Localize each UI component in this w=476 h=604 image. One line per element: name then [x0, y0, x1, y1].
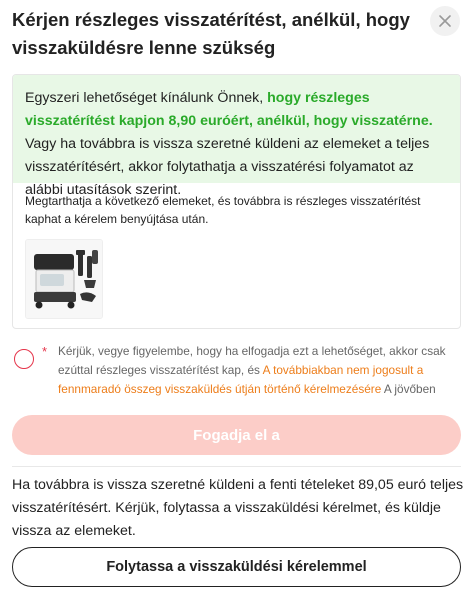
consent-notice [42, 342, 467, 399]
close-icon [438, 14, 452, 28]
offer-text-end: Vagy ha továbbra is vissza szeretné küldeni az elemeket a teljes visszatérítésért, akkor folytathatja a visszatérési folyamatot az alábbi utasítások szerint. [25, 136, 430, 198]
accept-button[interactable]: Fogadja el a [12, 415, 461, 455]
consent-text-part1: Kérjük, vegye figyelembe, hogy ha elfogadja ezt a lehetőséget, akkor csak ezúttal részleges visszatérítést kap, és [58, 344, 446, 377]
product-thumbnail [25, 239, 103, 319]
offer-message [13, 75, 460, 198]
continue-return-button[interactable]: Folytassa a visszaküldési kérelemmel [12, 547, 461, 587]
consent-text-part2: A jövőben [381, 382, 436, 396]
modal-title: Kérjen részleges visszatérítést, anélkül, hogy visszaküldésre lenne szükség [12, 9, 410, 58]
continue-return-text: Ha továbbra is vissza szeretné küldeni a fenti tételeket 89,05 euró teljes visszatérítésért. Kérjük, folytassa a visszaküldési kérelmet, és küldje vissza az elemeket. [12, 477, 464, 539]
consent-warning-highlight: A továbbiakban nem jogosult a fennmaradó összeg visszaküldés útján történő kérelmezésére [58, 363, 424, 396]
offer-highlight: hogy részleges visszatérítést kapjon 8,90 euróért, anélkül, hogy visszatérne. [25, 90, 433, 129]
steam-cleaner-product-image [26, 240, 103, 319]
offer-text-start: Egyszeri lehetőséget kínálunk Önnek, [25, 90, 268, 106]
required-asterisk: * [42, 344, 48, 359]
keep-items-text: Megtarthatja a következő elemeket, és továbbra is részleges visszatérítést kaphat a kérelem benyújtása után. [25, 194, 421, 226]
modal-header [12, 6, 422, 62]
close-button[interactable] [430, 6, 460, 36]
consent-radio[interactable] [14, 349, 34, 369]
offer-box [12, 74, 461, 329]
keep-items-section [13, 183, 460, 319]
divider [12, 466, 461, 467]
consent-text [42, 342, 467, 399]
